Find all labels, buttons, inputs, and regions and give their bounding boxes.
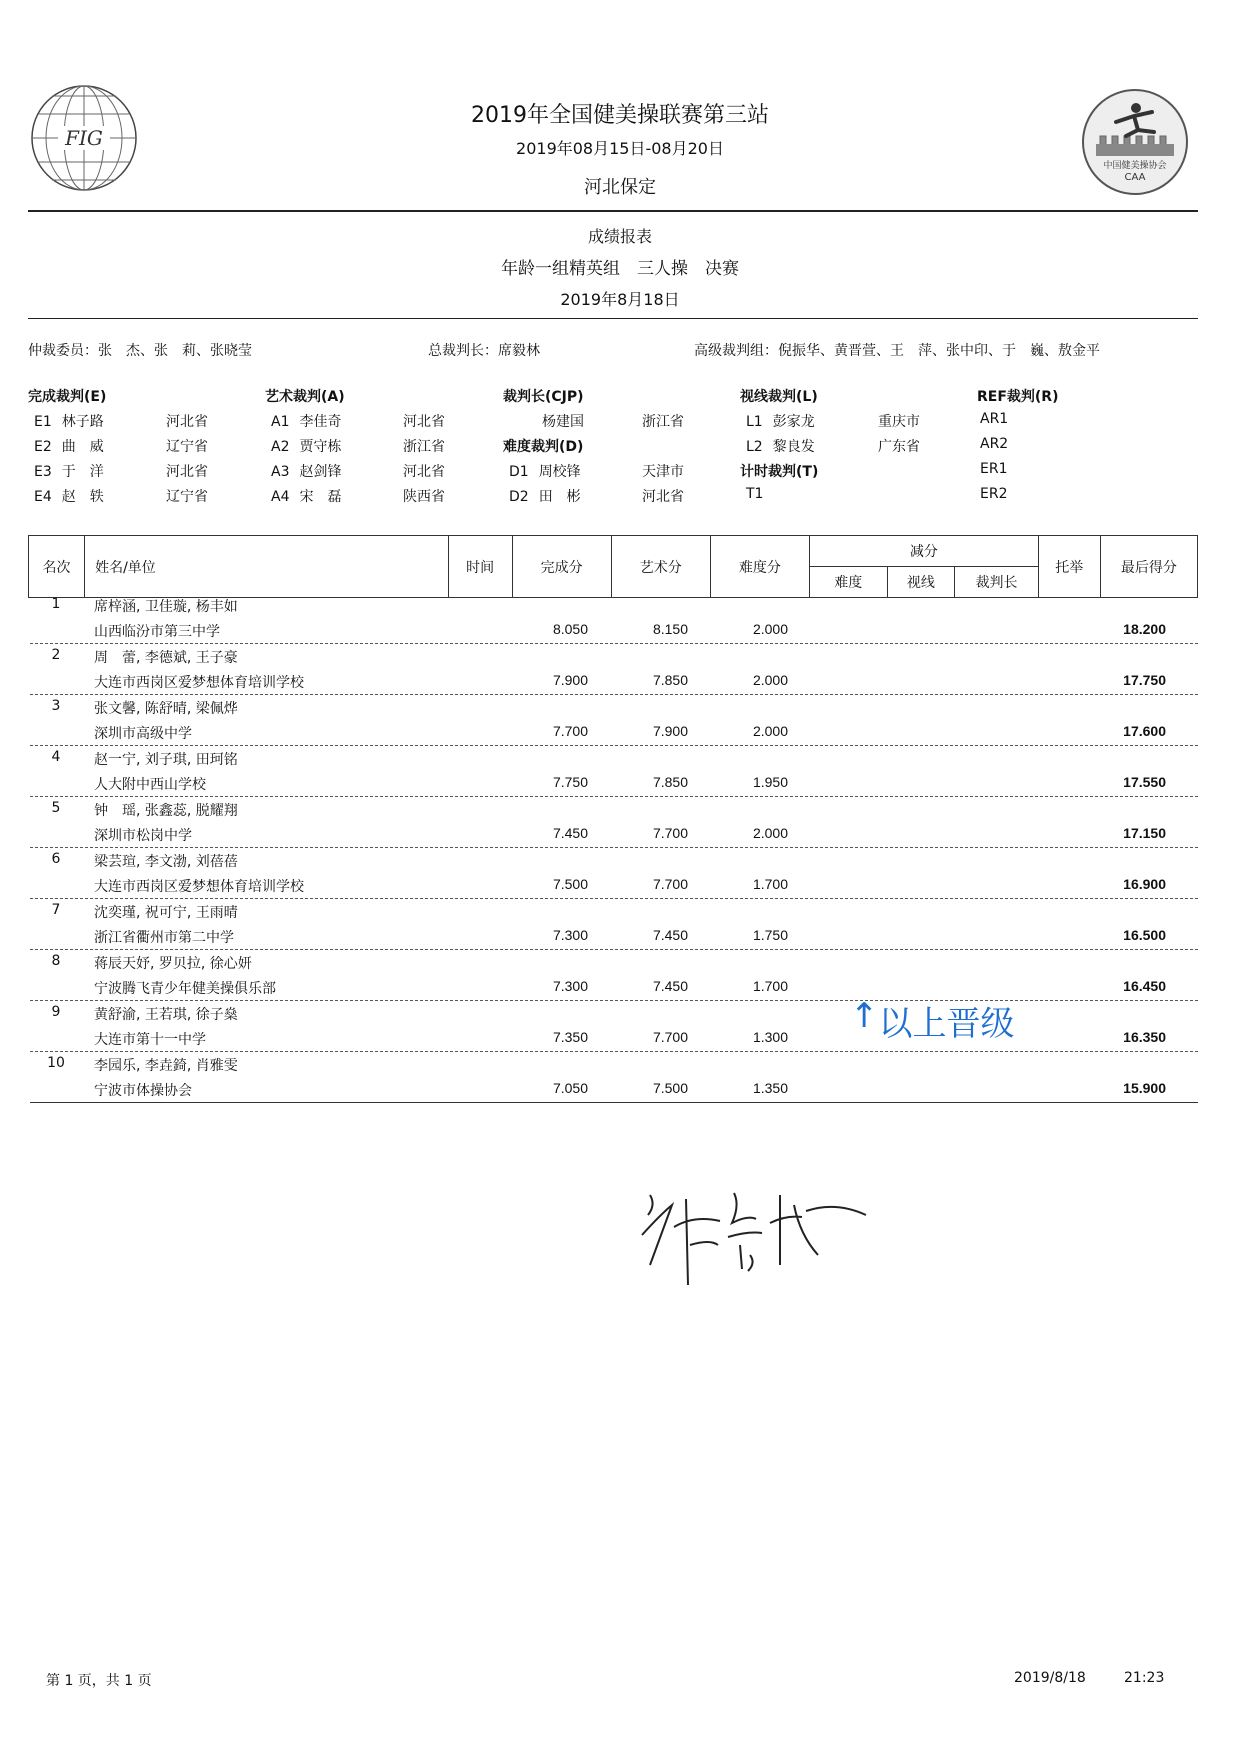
jury-members: 仲裁委员：张 杰、张 莉、张晓莹 — [28, 343, 252, 359]
execution-cell: 7.300 — [552, 927, 588, 943]
artistic-cell: 8.150 — [652, 621, 688, 637]
rank-cell: 8 — [51, 953, 61, 969]
judge-row — [271, 411, 445, 431]
difficulty-cell: 1.350 — [752, 1080, 788, 1096]
execution-cell: 8.050 — [552, 621, 588, 637]
judge-name: 于 洋 — [61, 464, 104, 480]
report-divider — [28, 318, 1198, 319]
rank-cell: 7 — [51, 902, 61, 918]
judge-code: E1 — [34, 414, 52, 430]
col-difficulty: 难度分 — [710, 536, 809, 598]
col-name-unit: 姓名/单位 — [85, 536, 449, 598]
page-indicator: 第 1 页，共 1 页 — [46, 1673, 152, 1689]
event-location: 河北保定 — [584, 177, 656, 198]
final-score-cell: 18.200 — [1123, 621, 1166, 637]
unit-cell: 大连市西岗区爱梦想体育培训学校 — [94, 675, 304, 691]
judge-row — [271, 461, 445, 481]
artistic-cell: 7.700 — [652, 1029, 688, 1045]
artistic-cell: 7.850 — [652, 672, 688, 688]
athletes-cell: 钟 瑶, 张鑫蕊, 脱耀翔 — [94, 803, 238, 819]
report-category: 年龄一组精英组 三人操 决赛 — [501, 259, 739, 279]
execution-cell: 7.700 — [552, 723, 588, 739]
judge-row — [34, 411, 208, 431]
caa-logo-text-top: 中国健美操协会 — [1103, 161, 1167, 171]
unit-cell: 深圳市高级中学 — [94, 726, 192, 742]
col-artistic: 艺术分 — [611, 536, 710, 598]
judge-name: 赵 轶 — [61, 489, 104, 505]
difficulty-cell: 2.000 — [752, 621, 788, 637]
final-score-cell: 16.350 — [1123, 1029, 1166, 1045]
signature-scribble — [630, 1175, 890, 1295]
execution-cell: 7.450 — [552, 825, 588, 841]
judge-code: AR2 — [980, 436, 1009, 452]
judge-row — [271, 436, 445, 456]
judge-row — [746, 486, 763, 502]
execution-cell: 7.900 — [552, 672, 588, 688]
results-table-header — [28, 535, 1198, 598]
athletes-cell: 赵一宁, 刘子琪, 田珂铭 — [94, 752, 238, 768]
caa-logo — [1076, 86, 1194, 198]
judge-code: T1 — [746, 486, 764, 502]
athletes-cell: 蒋辰天妤, 罗贝拉, 徐心妍 — [94, 956, 252, 972]
unit-cell: 大连市西岗区爱梦想体育培训学校 — [94, 879, 304, 895]
rank-cell: 6 — [51, 851, 61, 867]
difficulty-cell: 1.700 — [752, 978, 788, 994]
rank-cell: 2 — [51, 647, 61, 663]
signature — [630, 1175, 890, 1295]
col-final: 最后得分 — [1100, 536, 1197, 598]
difficulty-cell: 1.950 — [752, 774, 788, 790]
artistic-cell: 7.500 — [652, 1080, 688, 1096]
unit-cell: 人大附中西山学校 — [94, 777, 206, 793]
judge-province: 河北省 — [166, 414, 208, 430]
artistic-cell: 7.850 — [652, 774, 688, 790]
col-ded-cjp: 裁判长 — [955, 567, 1038, 598]
qualification-text: 以上晋级 — [878, 1004, 1015, 1044]
execution-cell: 7.750 — [552, 774, 588, 790]
event-dates: 2019年08月15日-08月20日 — [516, 139, 724, 158]
col-ded-line: 视线 — [887, 567, 955, 598]
judge-code: A2 — [271, 439, 290, 455]
judge-province: 河北省 — [403, 464, 445, 480]
rank-cell: 1 — [51, 596, 61, 612]
judge-row — [980, 486, 1007, 502]
judge-province: 辽宁省 — [166, 439, 208, 455]
difficulty-cell: 2.000 — [752, 672, 788, 688]
difficulty-cell: 1.700 — [752, 876, 788, 892]
judge-code: E2 — [34, 439, 52, 455]
judge-row — [34, 486, 208, 506]
row-separator — [30, 796, 1198, 797]
row-separator — [30, 1102, 1198, 1103]
unit-cell: 大连市第十一中学 — [94, 1032, 206, 1048]
judge-name: 周校锋 — [538, 464, 581, 480]
judge-province: 辽宁省 — [166, 489, 208, 505]
judge-name: 李佳奇 — [299, 414, 342, 430]
execution-cell: 7.350 — [552, 1029, 588, 1045]
athletes-cell: 黄舒渝, 王若琪, 徐子燊 — [94, 1007, 238, 1023]
row-separator — [30, 745, 1198, 746]
final-score-cell: 17.150 — [1123, 825, 1166, 841]
artistic-cell: 7.700 — [652, 825, 688, 841]
judge-name: 彭家龙 — [772, 414, 815, 430]
row-separator — [30, 898, 1198, 899]
judge-code: L2 — [746, 439, 763, 455]
judge-province: 广东省 — [878, 439, 920, 455]
page-title: 2019年全国健美操联赛第三站 — [471, 103, 769, 128]
col-execution: 完成分 — [512, 536, 611, 598]
judge-row — [746, 411, 920, 431]
up-arrow-icon: ↑ — [850, 996, 879, 1036]
judge-province: 浙江省 — [403, 439, 445, 455]
judge-row — [746, 436, 920, 456]
athletes-cell: 沈奕瑾, 祝可宁, 王雨晴 — [94, 905, 238, 921]
difficulty-cell: 1.750 — [752, 927, 788, 943]
judge-name: 曲 威 — [61, 439, 104, 455]
rank-cell: 5 — [51, 800, 61, 816]
rank-cell: 10 — [47, 1055, 65, 1071]
final-score-cell: 17.600 — [1123, 723, 1166, 739]
line-judges-heading: 视线裁判(L) — [740, 389, 818, 405]
judge-name: 林子路 — [61, 414, 104, 430]
judge-code: E3 — [34, 464, 52, 480]
artistic-cell: 7.450 — [652, 978, 688, 994]
athletes-cell: 席梓涵, 卫佳璇, 杨丰如 — [94, 599, 238, 615]
difficulty-judges-heading: 难度裁判(D) — [503, 439, 584, 455]
final-score-cell: 16.450 — [1123, 978, 1166, 994]
judge-province: 重庆市 — [878, 414, 920, 430]
execution-cell: 7.500 — [552, 876, 588, 892]
judge-name: 杨建国 — [542, 414, 584, 430]
cjp-row — [542, 411, 684, 431]
judge-row — [34, 461, 208, 481]
ref-judges-heading: REF裁判(R) — [977, 389, 1059, 405]
difficulty-cell: 2.000 — [752, 825, 788, 841]
judge-province: 浙江省 — [642, 414, 684, 430]
judge-name: 田 彬 — [538, 489, 581, 505]
header-divider — [28, 210, 1198, 212]
row-separator — [30, 1051, 1198, 1052]
chief-judge: 总裁判长：席毅林 — [428, 343, 540, 359]
judge-code: A1 — [271, 414, 290, 430]
col-time: 时间 — [448, 536, 512, 598]
athletes-cell: 张文馨, 陈舒晴, 梁佩烨 — [94, 701, 238, 717]
judge-code: L1 — [746, 414, 763, 430]
row-separator — [30, 694, 1198, 695]
judge-code: D2 — [509, 489, 529, 505]
rank-cell: 4 — [51, 749, 61, 765]
artistic-cell: 7.450 — [652, 927, 688, 943]
col-ded-difficulty: 难度 — [809, 567, 887, 598]
unit-cell: 宁波市体操协会 — [94, 1083, 192, 1099]
unit-cell: 浙江省衢州市第二中学 — [94, 930, 234, 946]
final-score-cell: 16.900 — [1123, 876, 1166, 892]
judge-row — [980, 461, 1007, 477]
col-rank: 名次 — [29, 536, 85, 598]
judge-province: 河北省 — [403, 414, 445, 430]
artistic-cell: 7.700 — [652, 876, 688, 892]
final-score-cell: 16.500 — [1123, 927, 1166, 943]
row-separator — [30, 847, 1198, 848]
judge-name: 黎良发 — [772, 439, 815, 455]
row-separator — [30, 643, 1198, 644]
judge-code: ER2 — [980, 486, 1008, 502]
athletes-cell: 周 蕾, 李德斌, 王子豪 — [94, 650, 238, 666]
print-time: 21:23 — [1124, 1670, 1165, 1686]
unit-cell: 山西临汾市第三中学 — [94, 624, 220, 640]
final-score-cell: 15.900 — [1123, 1080, 1166, 1096]
judge-name: 贾守栋 — [299, 439, 342, 455]
fig-logo-text: FIG — [65, 126, 103, 150]
unit-cell: 深圳市松岗中学 — [94, 828, 192, 844]
caa-logo-text-bottom: CAA — [1124, 172, 1146, 183]
judge-province: 河北省 — [642, 489, 684, 505]
judge-row — [509, 461, 684, 481]
difficulty-cell: 2.000 — [752, 723, 788, 739]
execution-cell: 7.050 — [552, 1080, 588, 1096]
judge-province: 天津市 — [642, 464, 684, 480]
judge-row — [271, 486, 445, 506]
senior-panel: 高级裁判组：倪振华、黄晋萱、王 萍、张中印、于 巍、敖金平 — [694, 343, 1100, 359]
judge-row — [980, 411, 1008, 427]
report-name: 成绩报表 — [587, 227, 652, 246]
final-score-cell: 17.550 — [1123, 774, 1166, 790]
athletes-cell: 李园乐, 李垚錡, 肖雅雯 — [94, 1058, 238, 1074]
athletes-cell: 梁芸瑄, 李文渤, 刘蓓蓓 — [94, 854, 238, 870]
col-deduction: 减分 — [809, 536, 1038, 567]
judge-name: 宋 磊 — [299, 489, 342, 505]
judge-province: 陕西省 — [403, 489, 445, 505]
judge-code: E4 — [34, 489, 52, 505]
unit-cell: 宁波腾飞青少年健美操俱乐部 — [94, 981, 276, 997]
judge-name: 赵剑锋 — [299, 464, 342, 480]
judge-code: ER1 — [980, 461, 1008, 477]
fig-logo — [28, 82, 140, 194]
cjp-heading: 裁判长(CJP) — [503, 389, 584, 405]
artistic-judges-heading: 艺术裁判(A) — [265, 389, 345, 405]
row-separator — [30, 949, 1198, 950]
qualification-note — [850, 996, 1015, 1045]
difficulty-cell: 1.300 — [752, 1029, 788, 1045]
artistic-cell: 7.900 — [652, 723, 688, 739]
print-date: 2019/8/18 — [1014, 1670, 1086, 1686]
judge-code: D1 — [509, 464, 529, 480]
rank-cell: 3 — [51, 698, 61, 714]
judge-row — [34, 436, 208, 456]
execution-cell: 7.300 — [552, 978, 588, 994]
judge-row — [980, 436, 1008, 452]
judge-code: A3 — [271, 464, 290, 480]
final-score-cell: 17.750 — [1123, 672, 1166, 688]
row-separator — [30, 1000, 1198, 1001]
judge-code: AR1 — [980, 411, 1009, 427]
judge-row — [509, 486, 684, 506]
execution-judges-heading: 完成裁判(E) — [28, 389, 107, 405]
judge-province: 河北省 — [166, 464, 208, 480]
time-judges-heading: 计时裁判(T) — [740, 464, 819, 480]
col-lifts: 托举 — [1038, 536, 1100, 598]
judge-code: A4 — [271, 489, 290, 505]
report-date: 2019年8月18日 — [560, 290, 680, 309]
rank-cell: 9 — [51, 1004, 61, 1020]
